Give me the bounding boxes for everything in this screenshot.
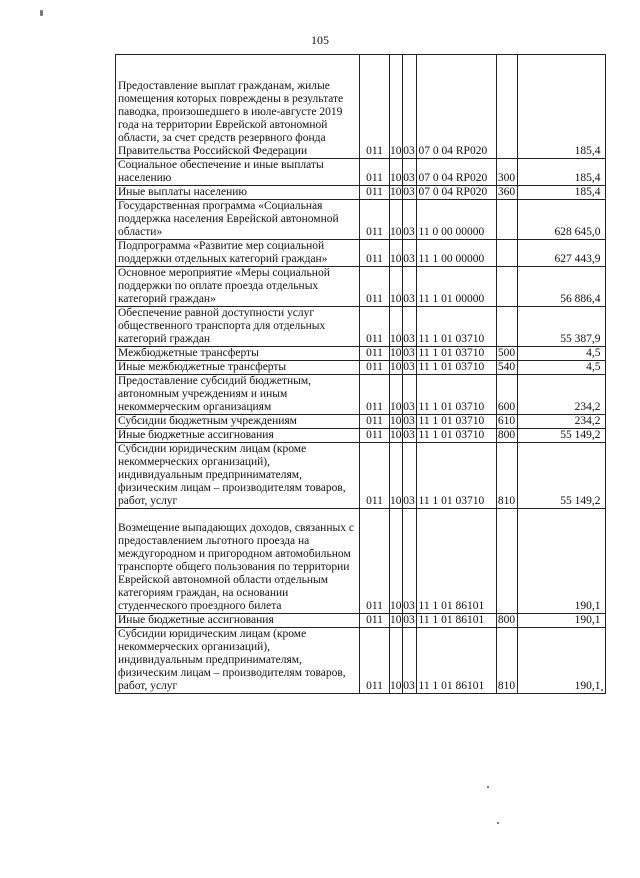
cell-expense-type: 810	[496, 443, 517, 509]
table-row	[116, 415, 606, 429]
row-name: Предоставление выплат гражданам, жилые помещения которых повреждены в результате паводка, произошедшего в июле-августе 2019 года на территории Еврейской автономной области, за счет средств резервного фонда Правительства Российской Федерации	[116, 55, 360, 159]
cell-target-article: 07 0 04 RP020	[416, 159, 496, 186]
table-row	[116, 240, 606, 267]
cell-target-article: 07 0 04 RP020	[416, 55, 496, 159]
cell-ved-code: 011	[360, 240, 390, 267]
table-row	[116, 200, 606, 240]
cell-section-code: 10	[390, 347, 402, 359]
cell-expense-type	[496, 267, 517, 307]
table-row	[116, 614, 606, 628]
table-row	[116, 375, 606, 415]
cell-section-code: 10	[390, 509, 403, 614]
cell-ved-code: 011	[360, 375, 390, 415]
table-row	[116, 443, 606, 509]
cell-amount: 4,5	[517, 361, 605, 375]
cell-ved-code: 011	[360, 159, 390, 186]
cell-subsection-code: 03	[403, 614, 415, 626]
cell-expense-type: 540	[497, 361, 516, 373]
scan-speck	[487, 786, 489, 788]
table-row	[116, 267, 606, 307]
table-row	[116, 159, 606, 186]
cell-expense-type: 500	[497, 347, 516, 359]
cell-amount: 56 886,4	[517, 267, 605, 307]
scan-speck	[601, 689, 603, 691]
cell-section-code: 10	[390, 240, 403, 267]
cell-amount: 627 443,9	[517, 240, 605, 267]
cell-expense-type: 610	[497, 415, 516, 427]
cell-section-code: 10	[390, 375, 403, 415]
cell-subsection-code: 03	[403, 186, 415, 198]
cell-subsection-code: 03	[403, 361, 415, 373]
cell-expense-type: 800	[497, 429, 516, 441]
cell-amount: 234,2	[517, 375, 605, 415]
cell-section-code: 10	[390, 307, 403, 347]
cell-expense-type	[496, 307, 517, 347]
cell-ved-code: 011	[360, 200, 390, 240]
cell-amount: 190,1	[517, 509, 605, 614]
row-name: Иные бюджетные ассигнования	[116, 429, 360, 443]
cell-section-code: 10	[390, 55, 403, 159]
cell-ved-code: 011	[360, 415, 390, 429]
table-row	[116, 361, 606, 375]
cell-section-code: 10	[390, 429, 402, 441]
cell-subsection-code: 03	[402, 267, 416, 307]
scan-speck	[497, 822, 499, 824]
cell-subsection-code: 03	[402, 55, 416, 159]
cell-expense-type: 810	[496, 628, 517, 694]
table-row	[116, 509, 606, 614]
cell-subsection-code: 03	[402, 443, 416, 509]
cell-amount: 234,2	[517, 415, 605, 429]
table-body	[116, 55, 606, 694]
cell-target-article: 11 0 00 00000	[416, 200, 496, 240]
cell-section-code: 10	[390, 200, 403, 240]
budget-table	[115, 54, 606, 694]
cell-target-article: 11 1 01 86101	[416, 628, 496, 694]
cell-ved-code: 011	[360, 55, 390, 159]
cell-subsection-code: 03	[402, 200, 416, 240]
table-row	[116, 307, 606, 347]
cell-target-article: 11 1 01 00000	[416, 267, 496, 307]
cell-section-code: 10	[390, 186, 402, 198]
scan-mark	[40, 10, 43, 16]
cell-subsection-code: 03	[403, 429, 415, 441]
cell-ved-code: 011	[360, 361, 390, 375]
cell-section-code: 10	[390, 628, 403, 694]
cell-target-article: 11 1 01 03710	[416, 347, 496, 361]
cell-target-article: 11 1 01 03710	[416, 415, 496, 429]
row-name: Возмещение выпадающих доходов, связанных с предоставлением льготного проезда на междугородном и пригородном автомобильном транспорте общего пользования по территории Еврейской автономной области отдельным категориям граждан, на основании студенческого проездного билета	[116, 509, 360, 614]
table-row	[116, 628, 606, 694]
cell-amount: 4,5	[517, 347, 605, 361]
cell-ved-code: 011	[360, 267, 390, 307]
table-row	[116, 429, 606, 443]
cell-section-code: 10	[390, 159, 403, 186]
cell-amount: 55 149,2	[517, 429, 605, 443]
cell-section-code: 10	[390, 614, 402, 626]
row-name: Субсидии юридическим лицам (кроме некоммерческих организаций), индивидуальным предпринимателям, физическим лицам – производителям товаров, работ, услуг	[116, 628, 360, 694]
cell-ved-code: 011	[360, 429, 390, 443]
cell-ved-code: 011	[360, 509, 390, 614]
cell-section-code: 10	[390, 267, 403, 307]
cell-expense-type	[496, 240, 517, 267]
row-name: Подпрограмма «Развитие мер социальной поддержки отдельных категорий граждан»	[116, 240, 360, 267]
table-row	[116, 347, 606, 361]
cell-target-article: 07 0 04 RP020	[416, 186, 496, 200]
cell-target-article: 11 1 01 03710	[416, 429, 496, 443]
cell-amount: 185,4	[517, 55, 605, 159]
cell-ved-code: 011	[360, 186, 390, 200]
cell-expense-type	[496, 200, 517, 240]
cell-target-article: 11 1 00 00000	[416, 240, 496, 267]
row-name: Обеспечение равной доступности услуг общественного транспорта для отдельных категорий граждан	[116, 307, 360, 347]
cell-target-article: 11 1 01 86101	[416, 614, 496, 628]
cell-ved-code: 011	[360, 307, 390, 347]
cell-subsection-code: 03	[402, 628, 416, 694]
row-name: Социальное обеспечение и иные выплаты населению	[116, 159, 360, 186]
cell-amount: 185,4	[517, 186, 605, 200]
cell-expense-type: 300	[496, 159, 517, 186]
cell-amount: 190,1	[517, 628, 605, 694]
cell-subsection-code: 03	[403, 415, 415, 427]
cell-target-article: 11 1 01 03710	[416, 375, 496, 415]
cell-expense-type	[496, 55, 517, 159]
row-name: Межбюджетные трансферты	[116, 347, 360, 361]
cell-ved-code: 011	[360, 614, 390, 628]
cell-section-code: 10	[390, 443, 403, 509]
row-name: Государственная программа «Социальная поддержка населения Еврейской автономной области»	[116, 200, 360, 240]
table-row	[116, 186, 606, 200]
cell-section-code: 10	[390, 361, 402, 373]
row-name: Иные бюджетные ассигнования	[116, 614, 360, 628]
row-name: Иные межбюджетные трансферты	[116, 361, 360, 375]
cell-amount: 185,4	[517, 159, 605, 186]
page-number: 105	[311, 33, 329, 47]
cell-subsection-code: 03	[402, 240, 416, 267]
cell-amount: 55 149,2	[517, 443, 605, 509]
cell-subsection-code: 03	[402, 375, 416, 415]
cell-section-code: 10	[390, 415, 402, 427]
cell-expense-type: 360	[497, 186, 516, 198]
cell-subsection-code: 03	[403, 347, 415, 359]
cell-ved-code: 011	[360, 347, 390, 361]
cell-expense-type: 800	[497, 614, 516, 626]
cell-amount: 190,1	[517, 614, 605, 628]
cell-amount: 55 387,9	[517, 307, 605, 347]
cell-target-article: 11 1 01 03710	[416, 307, 496, 347]
cell-ved-code: 011	[360, 628, 390, 694]
cell-subsection-code: 03	[402, 509, 416, 614]
row-name: Субсидии бюджетным учреждениям	[116, 415, 360, 429]
cell-target-article: 11 1 01 86101	[416, 509, 496, 614]
table-row	[116, 55, 606, 159]
cell-subsection-code: 03	[402, 159, 416, 186]
cell-expense-type	[496, 509, 517, 614]
cell-target-article: 11 1 01 03710	[416, 361, 496, 375]
row-name: Иные выплаты населению	[116, 186, 360, 200]
row-name: Основное мероприятие «Меры социальной поддержки по оплате проезда отдельных категорий граждан»	[116, 267, 360, 307]
row-name: Предоставление субсидий бюджетным, автономным учреждениям и иным некоммерческим организациям	[116, 375, 360, 415]
cell-ved-code: 011	[360, 443, 390, 509]
cell-amount: 628 645,0	[517, 200, 605, 240]
cell-target-article: 11 1 01 03710	[416, 443, 496, 509]
row-name: Субсидии юридическим лицам (кроме некоммерческих организаций), индивидуальным предпринимателям, физическим лицам – производителям товаров, работ, услуг	[116, 443, 360, 509]
cell-subsection-code: 03	[402, 307, 416, 347]
cell-expense-type: 600	[496, 375, 517, 415]
